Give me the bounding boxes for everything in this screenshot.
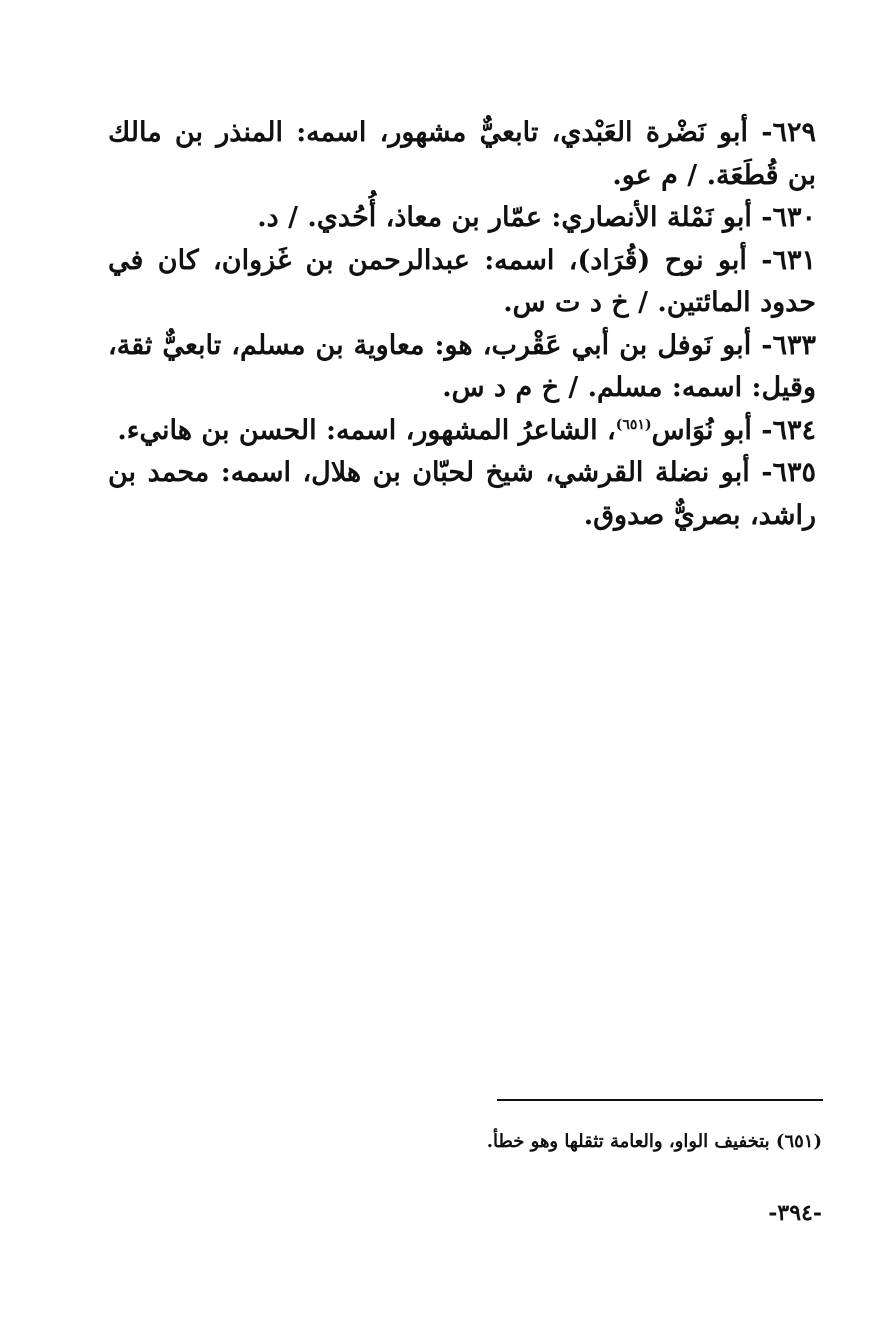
entry-number: ٦٢٩ — [772, 117, 816, 148]
footnote — [222, 1128, 822, 1156]
entry-630 — [108, 197, 816, 240]
entry-number: ٦٣٥ — [772, 457, 816, 488]
entry-633 — [108, 325, 816, 410]
entries-list — [108, 112, 816, 537]
entry-text-continued: ، الشاعرُ المشهور، اسمه: الحسن بن هانيء. — [117, 414, 616, 446]
entry-number: ٦٣٣ — [772, 329, 816, 361]
footnote-text: بتخفيف الواو، والعامة تثقلها وهو خطأ. — [486, 1131, 770, 1152]
entry-text: - أبو نوح (قُرَاد)، اسمه: عبدالرحمن بن غَزوان، كان في حدود المائتين. / خ د ت س. — [108, 244, 816, 318]
footnote-marker: (٦٥١) — [775, 1131, 822, 1152]
entry-number: ٦٣١ — [772, 244, 816, 276]
entry-629 — [108, 112, 816, 197]
entry-text: - أبو نُوَاس — [651, 414, 773, 446]
entry-634 — [108, 410, 816, 453]
entry-text: - أبو نَضْرة العَبْدي، تابعيٌّ مشهور، اسمه: المنذر بن مالك بن قُطَعَة. / م عو. — [108, 117, 816, 191]
entry-number: ٦٣٠ — [772, 202, 816, 233]
page-number: -٣٩٤- — [768, 1200, 822, 1226]
entry-number: ٦٣٤ — [772, 414, 816, 446]
entry-635 — [108, 452, 816, 537]
entry-text: - أبو نَوفل بن أبي عَقْرب، هو: معاوية بن مسلم، تابعيٌّ ثقة، وقيل: اسمه: مسلم. / خ م د س. — [108, 329, 816, 403]
entry-text: - أبو نَمْلة الأنصاري: عمّار بن معاذ، أُحُدي. / د. — [257, 202, 773, 233]
entry-631 — [108, 240, 816, 325]
footnote-divider — [497, 1099, 823, 1101]
entry-text: - أبو نضلة القرشي، شيخ لحبّان بن هلال، اسمه: محمد بن راشد، بصريٌّ صدوق. — [108, 457, 816, 531]
footnote-reference[interactable]: (٦٥١) — [615, 416, 652, 433]
